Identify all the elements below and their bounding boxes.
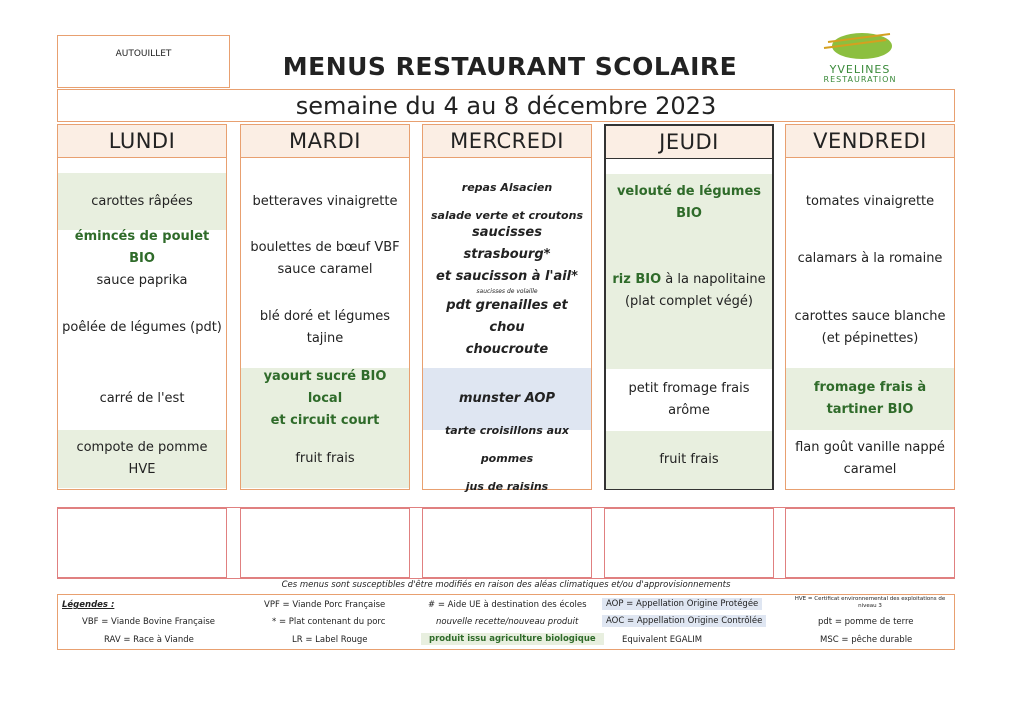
disclaimer: Ces menus sont susceptibles d'être modifiés en raison des aléas climatiques et/ou d'approvisionnements: [281, 580, 731, 590]
mercredi-side: pdt grenailles et chou choucroute: [446, 298, 568, 357]
day-header-jeudi: JEUDI: [606, 126, 772, 159]
notes-cell-mercredi: [422, 508, 592, 578]
logo-line2: RESTAURATION: [823, 75, 897, 84]
notes-cell-jeudi: [604, 508, 774, 578]
legend-porc: * = Plat contenant du porc: [272, 617, 386, 627]
mardi-starter: betteraves vinaigrette: [252, 193, 398, 209]
school-name-box: [57, 35, 230, 88]
day-column-mardi: [240, 124, 410, 490]
vendredi-side: carottes sauce blanche (et pépinettes): [794, 309, 946, 346]
legend-pdt: pdt = pomme de terre: [818, 617, 914, 627]
legend-bio: produit issu agriculture biologique: [421, 633, 604, 645]
mercredi-main: saucisses strasbourg* et saucisson à l'ail* saucisses de volaille: [436, 225, 578, 295]
day-header-mercredi: MERCREDI: [423, 125, 591, 158]
lundi-side: poêlée de légumes (pdt): [62, 320, 222, 335]
mardi-main: boulettes de bœuf VBF sauce caramel: [250, 240, 400, 277]
day-column-vendredi: [785, 124, 955, 490]
day-header-mardi: MARDI: [241, 125, 409, 158]
jeudi-dessert: fruit frais: [606, 431, 772, 489]
legend-vbf: VBF = Viande Bovine Française: [82, 617, 215, 627]
legend-vpf: VPF = Viande Porc Française: [264, 600, 386, 610]
legend-egalim: Equivalent EGALIM: [622, 635, 703, 645]
lundi-starter: carottes râpées: [58, 173, 226, 230]
lundi-main: émincés de poulet BIO sauce paprika: [74, 229, 210, 288]
legend-box: [57, 594, 955, 650]
mercredi-cheese: munster AOP: [423, 368, 591, 430]
jeudi-main: riz BIO à la napolitaine (plat complet végé): [606, 231, 772, 369]
day-column-jeudi: [604, 124, 774, 490]
lundi-dessert: compote de pomme HVE: [58, 430, 226, 488]
legend-aoc: AOC = Appellation Origine Contrôlée: [602, 615, 766, 627]
mardi-side: blé doré et légumes tajine: [259, 309, 391, 346]
jeudi-starter: velouté de légumes BIO: [606, 174, 772, 231]
legend-ue: # = Aide UE à destination des écoles: [428, 600, 587, 610]
legend-aop: AOP = Appellation Origine Protégée: [602, 598, 762, 610]
legend-hve: HVE = Certificat environnemental des exploitations de niveau 3: [794, 596, 946, 609]
logo-hat-icon: [810, 28, 910, 60]
day-header-vendredi: VENDREDI: [786, 125, 954, 158]
logo-line1: YVELINES: [829, 63, 891, 76]
vendredi-dessert: flan goût vanille nappé caramel: [795, 440, 945, 477]
legend-lr: LR = Label Rouge: [292, 635, 368, 645]
legend-msc: MSC = pêche durable: [820, 635, 913, 645]
week-banner: [57, 89, 955, 122]
mardi-dessert: fruit frais: [241, 430, 409, 488]
mercredi-dessert: tarte croisillons aux pommes jus de raisins: [445, 424, 569, 493]
jeudi-dairy: petit fromage frais arôme: [628, 381, 750, 418]
legend-new: nouvelle recette/nouveau produit: [436, 617, 579, 627]
notes-cell-mardi: [240, 508, 410, 578]
notes-cell-lundi: [57, 508, 227, 578]
lundi-cheese: carré de l'est: [99, 391, 185, 406]
day-column-lundi: [57, 124, 227, 490]
vendredi-main: calamars à la romaine: [797, 251, 943, 266]
day-header-lundi: LUNDI: [58, 125, 226, 158]
page-title: MENUS RESTAURANT SCOLAIRE: [282, 52, 738, 81]
restaurant-logo: [810, 28, 910, 82]
vendredi-starter: tomates vinaigrette: [805, 193, 935, 209]
legend-heading: Légendes :: [62, 600, 115, 610]
mercredi-starter: repas Alsacien salade verte et croutons: [430, 180, 583, 222]
school-name: AUTOUILLET: [115, 48, 172, 59]
notes-cell-vendredi: [785, 508, 955, 578]
week-label: semaine du 4 au 8 décembre 2023: [295, 91, 717, 120]
vendredi-cheese: fromage frais à tartiner BIO: [786, 368, 954, 430]
day-column-mercredi: [422, 124, 592, 493]
legend-rav: RAV = Race à Viande: [104, 635, 194, 645]
mardi-dairy: yaourt sucré BIO local et circuit court: [241, 368, 409, 430]
